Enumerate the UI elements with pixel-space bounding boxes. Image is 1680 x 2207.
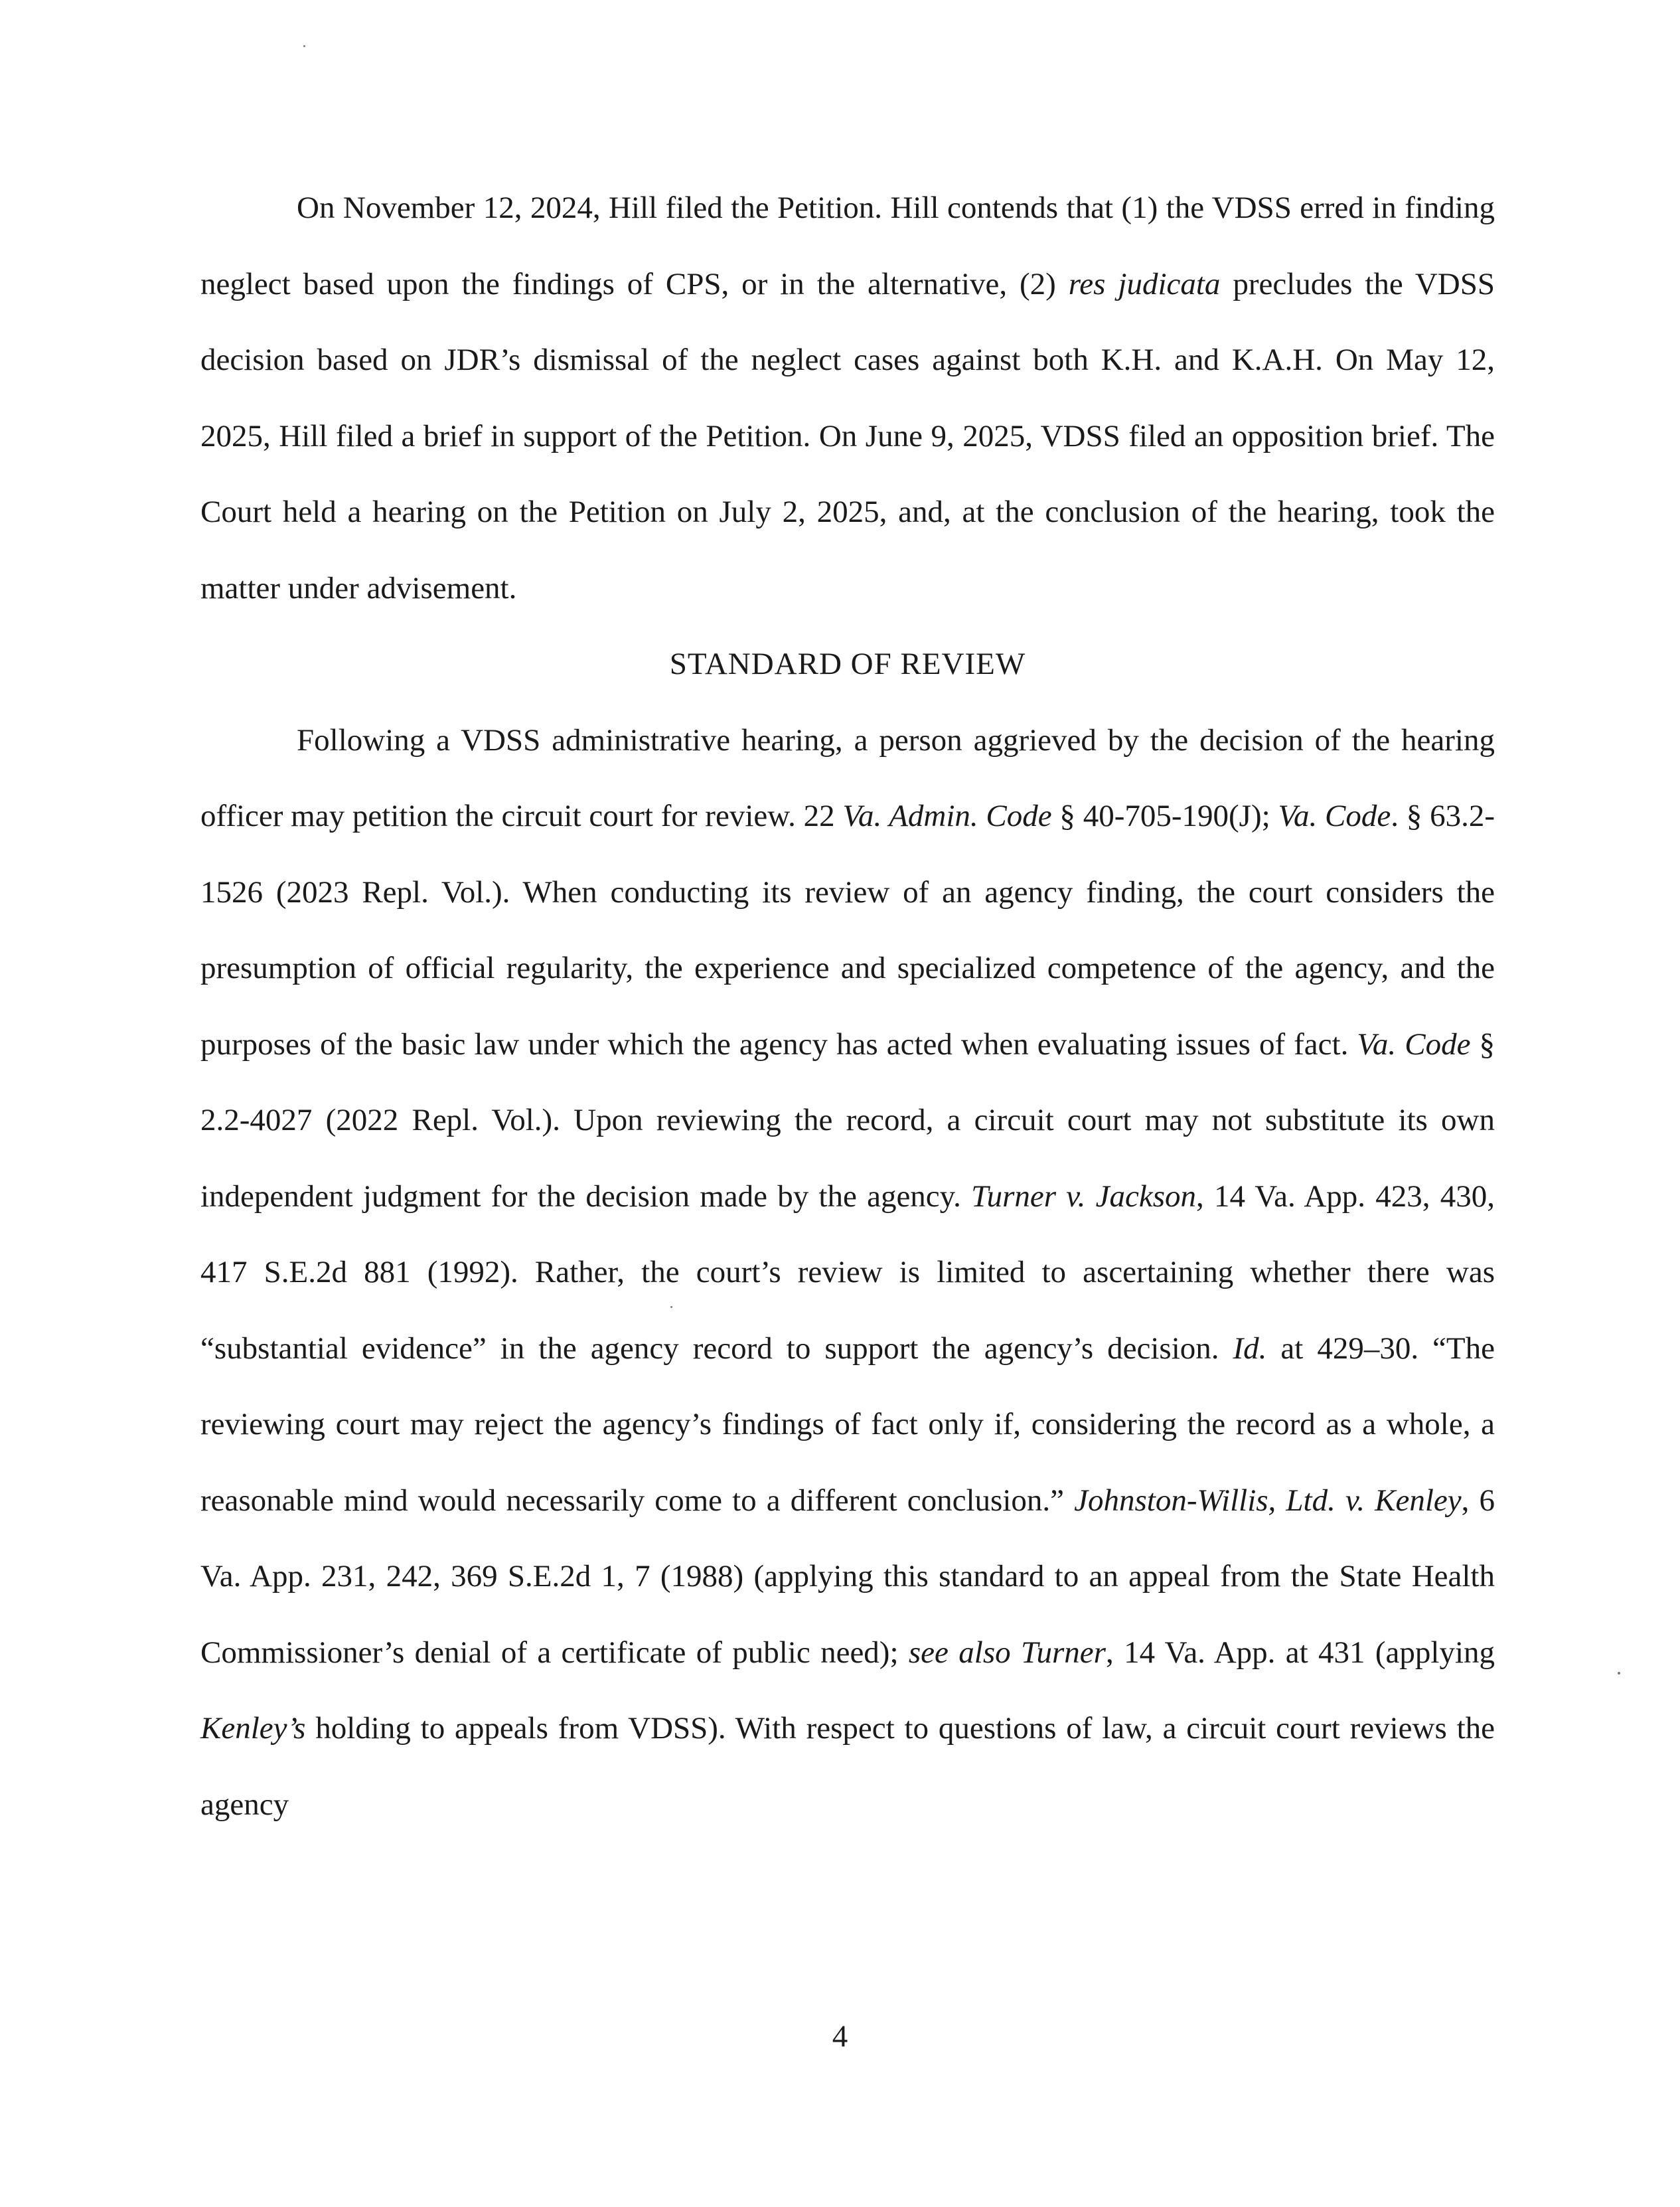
italic-text-run: see also Turner bbox=[908, 1635, 1106, 1670]
paragraph-1 bbox=[200, 170, 1495, 626]
italic-text-run: Kenley’s bbox=[200, 1711, 306, 1746]
italic-text-run: Va. Admin. Code bbox=[842, 799, 1052, 833]
body-text bbox=[200, 170, 1495, 1842]
italic-text-run: Johnston-Willis, Ltd. v. Kenley bbox=[1074, 1483, 1462, 1518]
italic-text-run: Id. bbox=[1233, 1331, 1267, 1366]
text-run: at 429–30. “The reviewing court may reject the agency’s findings of fact only if, considering the record as a whole, a reasonable mind would necessarily come to a different conclusion.” bbox=[200, 1331, 1495, 1518]
text-run: , 14 Va. App. at 431 (applying bbox=[1105, 1635, 1495, 1670]
text-run: holding to appeals from VDSS). With respect to questions of law, a circuit court reviews the agency bbox=[200, 1711, 1495, 1822]
text-run: Following a VDSS administrative hearing, a person aggrieved by the decision of the hearing officer may petition the circuit court for review. 22 bbox=[200, 722, 1495, 833]
paragraph-2 bbox=[200, 702, 1495, 1843]
italic-text-run: Turner v. Jackson bbox=[971, 1179, 1197, 1214]
text-run: precludes the VDSS decision based on JDR’s dismissal of the neglect cases against both K.H. and K.A.H. On May 12, 2025, Hill filed a brief in support of the Petition. On June 9, 2025, VDSS filed an opposition brief. The Court held a hearing on the Petition on July 2, 2025, and, at the conclusion of the hearing, took the matter under advisement. bbox=[200, 266, 1495, 606]
scan-speck bbox=[303, 45, 305, 47]
italic-text-run: res judicata bbox=[1068, 266, 1221, 301]
italic-text-run: Va. Code bbox=[1357, 1026, 1471, 1062]
scan-speck bbox=[670, 1306, 672, 1308]
text-run: , 14 Va. App. 423, 430, 417 S.E.2d 881 (1992). Rather, the court’s review is limited to ascertaining whether there was “substantial evidence” in the agency record to support the agency’s decision. bbox=[200, 1179, 1495, 1366]
italic-text-run: Va. Code bbox=[1278, 799, 1391, 833]
text-run: § 40-705-190(J); bbox=[1051, 799, 1278, 833]
section-heading: STANDARD OF REVIEW bbox=[669, 647, 1026, 681]
scan-speck bbox=[1618, 1672, 1620, 1675]
text-run: . § 63.2-1526 (2023 Repl. Vol.). When conducting its review of an agency finding, the court considers the presumption of official regularity, the experience and specialized competence of the agency, and the purposes of the basic law under which the agency has acted when evaluating issues of fact. bbox=[200, 799, 1495, 1062]
text-run: § 2.2-4027 (2022 Repl. Vol.). Upon reviewing the record, a circuit court may not substitute its own independent judgment for the decision made by the agency. bbox=[200, 1026, 1495, 1214]
text-run: On November 12, 2024, Hill filed the Petition. Hill contends that (1) the VDSS erred in finding neglect based upon the findings of CPS, or in the alternative, (2) bbox=[200, 191, 1495, 301]
page-number: 4 bbox=[832, 2019, 848, 2054]
text-run: , 6 Va. App. 231, 242, 369 S.E.2d 1, 7 (1988) (applying this standard to an appeal from the State Health Commissioner’s denial of a certificate of public need); bbox=[200, 1483, 1495, 1670]
